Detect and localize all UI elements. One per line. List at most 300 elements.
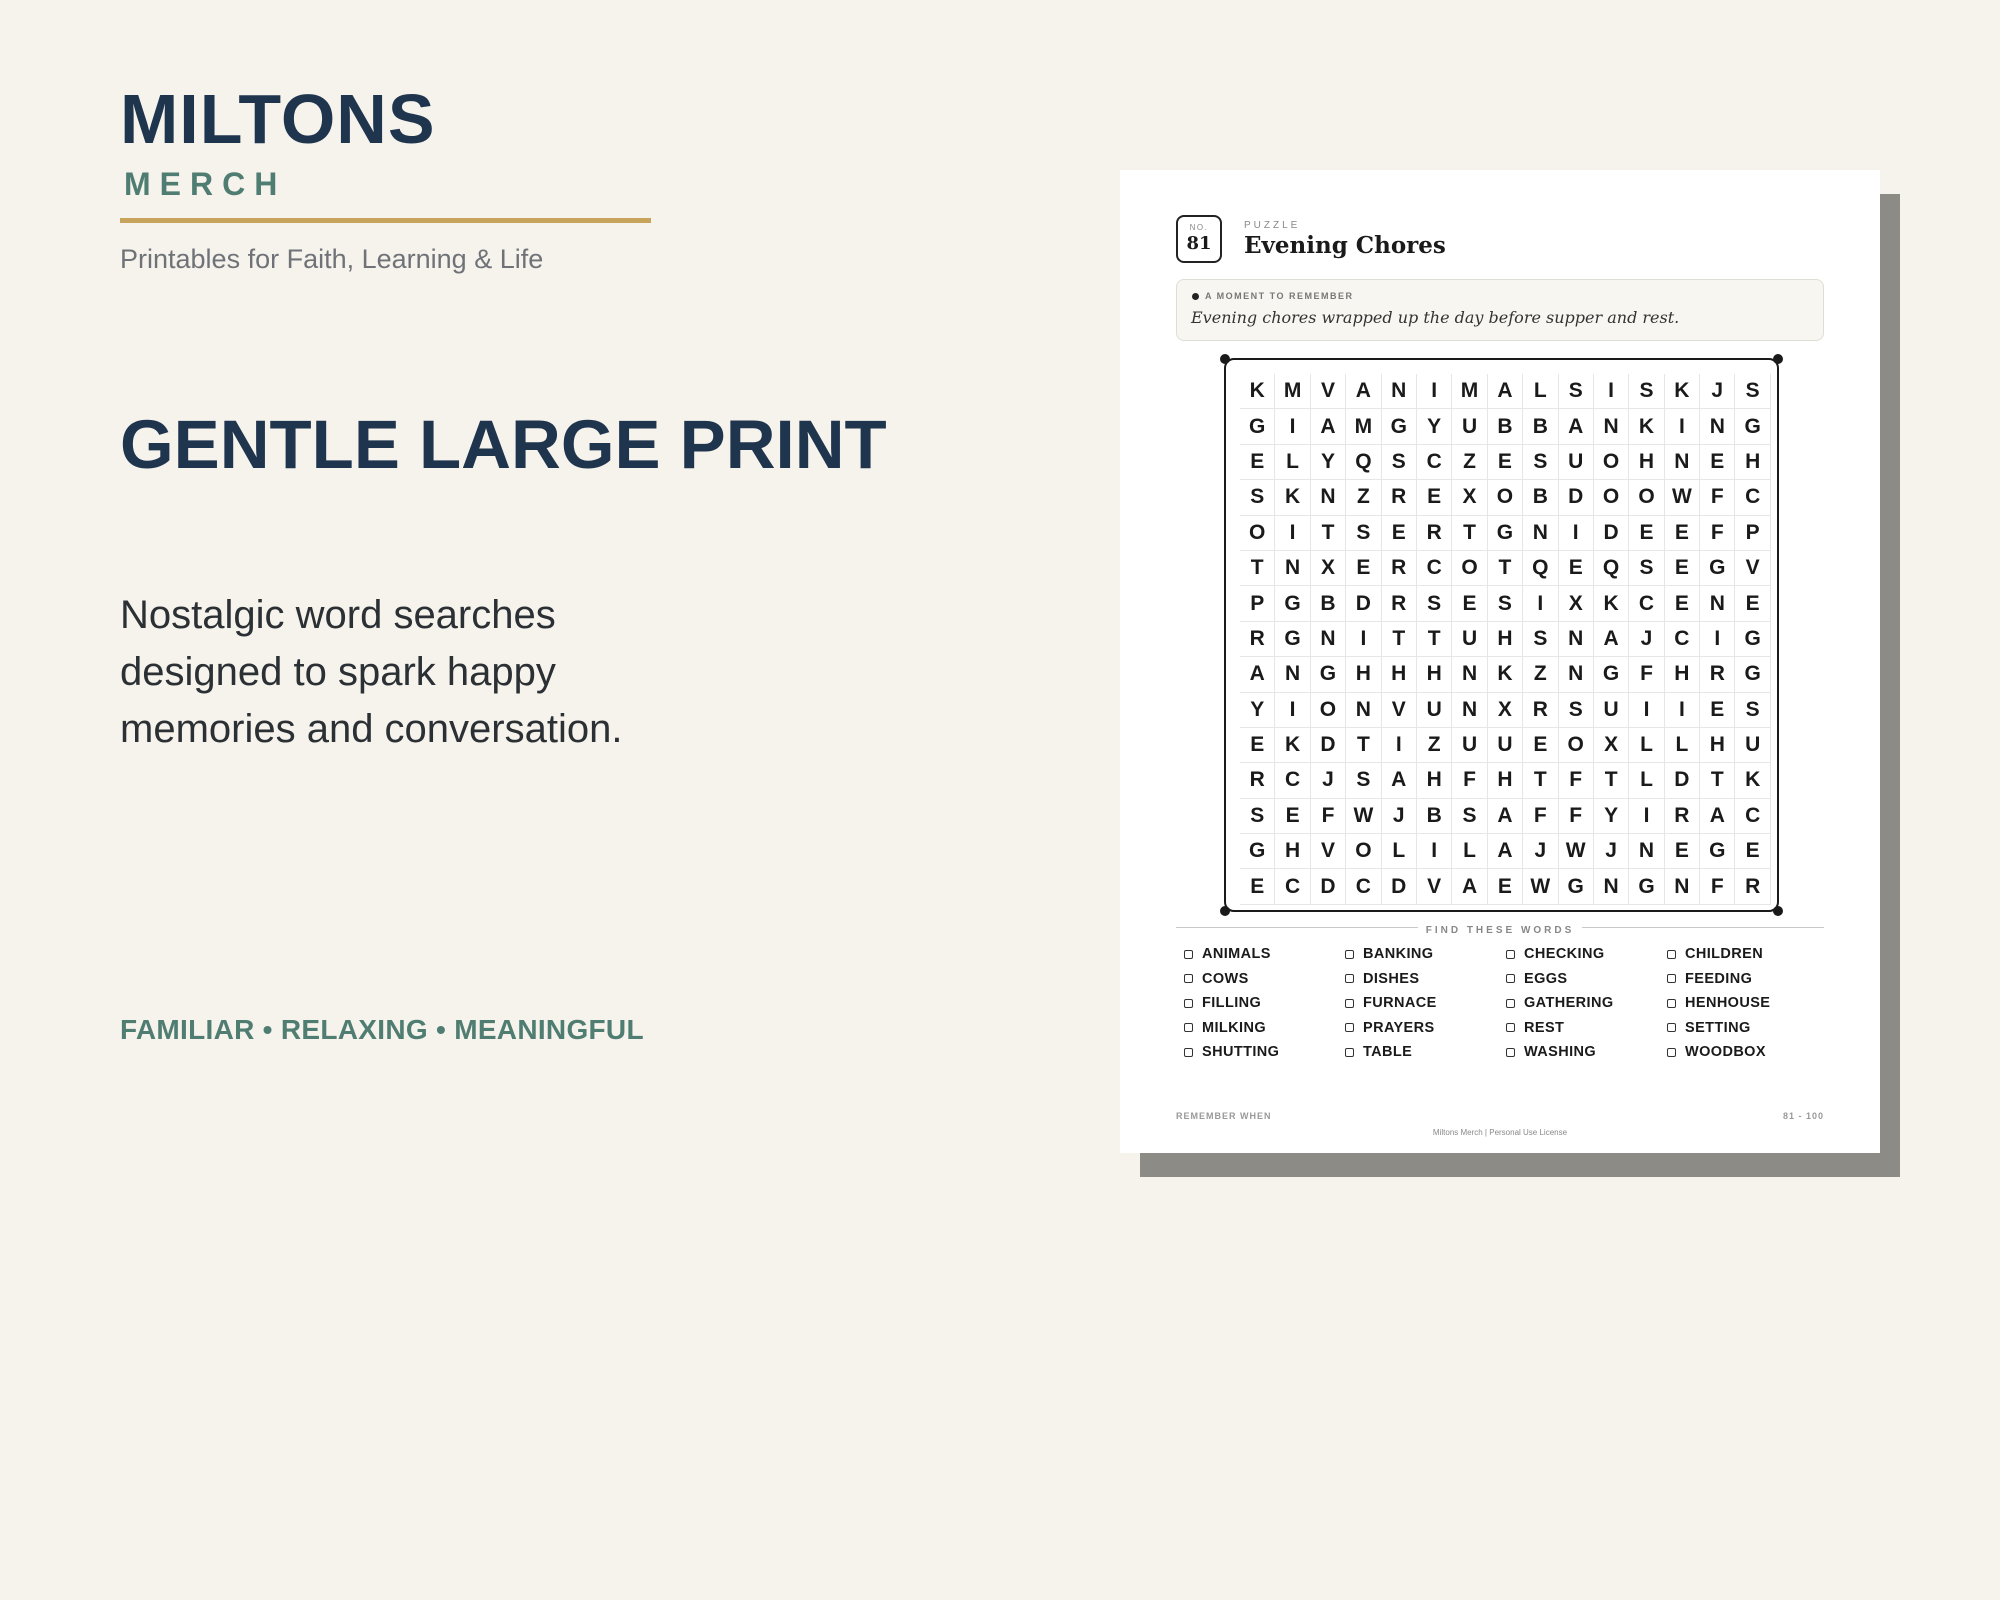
grid-cell[interactable]: A	[1311, 409, 1346, 444]
grid-cell[interactable]: E	[1665, 834, 1700, 869]
grid-cell[interactable]: X	[1311, 551, 1346, 586]
checkbox-icon[interactable]	[1345, 1023, 1354, 1032]
grid-cell[interactable]: T	[1700, 763, 1735, 798]
checkbox-icon[interactable]	[1667, 950, 1676, 959]
grid-cell[interactable]: I	[1275, 693, 1310, 728]
word-item[interactable]	[1506, 991, 1667, 1016]
grid-cell[interactable]: D	[1665, 763, 1700, 798]
corner-dot-icon	[1220, 906, 1230, 916]
word-item[interactable]	[1184, 991, 1345, 1016]
grid-cell[interactable]: O	[1346, 834, 1381, 869]
checkbox-icon[interactable]	[1667, 974, 1676, 983]
grid-cell[interactable]: A	[1346, 374, 1381, 409]
grid-cell[interactable]: H	[1629, 445, 1664, 480]
grid-cell[interactable]: S	[1629, 374, 1664, 409]
grid-cell[interactable]: O	[1594, 445, 1629, 480]
grid-cell[interactable]: E	[1488, 445, 1523, 480]
word-label: MILKING	[1202, 1019, 1267, 1036]
grid-cell[interactable]: P	[1240, 586, 1275, 621]
grid-cell[interactable]: I	[1665, 409, 1700, 444]
word-label: SETTING	[1685, 1019, 1751, 1036]
grid-cell[interactable]: H	[1488, 622, 1523, 657]
grid-cell[interactable]: K	[1594, 586, 1629, 621]
grid-cell[interactable]: G	[1594, 657, 1629, 692]
grid-cell[interactable]: C	[1665, 622, 1700, 657]
word-item[interactable]	[1667, 991, 1828, 1016]
footer-license: Miltons Merch | Personal Use License	[1432, 1128, 1568, 1137]
grid-cell[interactable]: H	[1488, 763, 1523, 798]
grid-cell[interactable]: N	[1311, 480, 1346, 515]
grid-cell[interactable]: F	[1452, 763, 1487, 798]
letter-grid-frame	[1224, 358, 1779, 912]
grid-cell[interactable]: R	[1240, 763, 1275, 798]
grid-cell[interactable]: L	[1452, 834, 1487, 869]
grid-cell[interactable]: Z	[1417, 728, 1452, 763]
grid-cell[interactable]: G	[1488, 516, 1523, 551]
grid-cell[interactable]: N	[1559, 622, 1594, 657]
grid-cell[interactable]: E	[1452, 586, 1487, 621]
grid-cell[interactable]: F	[1700, 516, 1735, 551]
grid-cell[interactable]: E	[1665, 516, 1700, 551]
grid-cell[interactable]: C	[1417, 445, 1452, 480]
grid-cell[interactable]: J	[1629, 622, 1664, 657]
grid-cell[interactable]: N	[1594, 869, 1629, 904]
grid-cell[interactable]: S	[1346, 516, 1381, 551]
word-item[interactable]	[1345, 967, 1506, 992]
grid-cell[interactable]: O	[1311, 693, 1346, 728]
grid-cell[interactable]: W	[1346, 799, 1381, 834]
grid-cell[interactable]: Y	[1311, 445, 1346, 480]
memory-note	[1176, 279, 1824, 341]
grid-cell[interactable]: R	[1700, 657, 1735, 692]
grid-cell[interactable]: E	[1240, 445, 1275, 480]
blurb: Nostalgic word searches designed to spark happy memories and conversation.	[120, 593, 623, 751]
grid-cell[interactable]: E	[1417, 480, 1452, 515]
grid-cell[interactable]: N	[1382, 374, 1417, 409]
grid-cell[interactable]: S	[1735, 374, 1770, 409]
checkbox-icon[interactable]	[1506, 999, 1515, 1008]
grid-cell[interactable]: L	[1629, 728, 1664, 763]
grid-cell[interactable]: S	[1559, 374, 1594, 409]
grid-cell[interactable]: D	[1311, 869, 1346, 904]
grid-cell[interactable]: I	[1346, 622, 1381, 657]
grid-cell[interactable]: A	[1488, 799, 1523, 834]
grid-cell[interactable]: G	[1700, 551, 1735, 586]
grid-cell[interactable]: N	[1559, 657, 1594, 692]
word-label: CHILDREN	[1685, 946, 1764, 963]
grid-cell[interactable]: T	[1523, 763, 1558, 798]
grid-cell[interactable]: C	[1275, 869, 1310, 904]
grid-cell[interactable]: H	[1417, 763, 1452, 798]
grid-cell[interactable]: A	[1382, 763, 1417, 798]
grid-cell[interactable]: Q	[1523, 551, 1558, 586]
grid-cell[interactable]: O	[1488, 480, 1523, 515]
grid-cell[interactable]: H	[1382, 657, 1417, 692]
grid-cell[interactable]: E	[1240, 869, 1275, 904]
grid-cell[interactable]: B	[1523, 480, 1558, 515]
grid-cell[interactable]: R	[1382, 551, 1417, 586]
grid-cell[interactable]: E	[1275, 799, 1310, 834]
grid-cell[interactable]: S	[1240, 799, 1275, 834]
grid-cell[interactable]: B	[1523, 409, 1558, 444]
grid-cell[interactable]: E	[1488, 869, 1523, 904]
grid-cell[interactable]: B	[1488, 409, 1523, 444]
word-item[interactable]	[1184, 1040, 1345, 1065]
word-item[interactable]	[1667, 1040, 1828, 1065]
word-item[interactable]	[1667, 967, 1828, 992]
grid-cell[interactable]: D	[1559, 480, 1594, 515]
grid-cell[interactable]: U	[1594, 693, 1629, 728]
checkbox-icon[interactable]	[1345, 974, 1354, 983]
grid-cell[interactable]: D	[1346, 586, 1381, 621]
grid-cell[interactable]: A	[1240, 657, 1275, 692]
grid-cell[interactable]: X	[1452, 480, 1487, 515]
grid-cell[interactable]: W	[1523, 869, 1558, 904]
grid-cell[interactable]: F	[1523, 799, 1558, 834]
grid-cell[interactable]: F	[1311, 799, 1346, 834]
brand-divider	[120, 218, 651, 223]
grid-cell[interactable]: I	[1382, 728, 1417, 763]
word-label: CHECKING	[1524, 946, 1605, 963]
grid-cell[interactable]: M	[1452, 374, 1487, 409]
grid-cell[interactable]: G	[1275, 586, 1310, 621]
grid-cell[interactable]: W	[1559, 834, 1594, 869]
grid-cell[interactable]: H	[1700, 728, 1735, 763]
grid-cell[interactable]: E	[1382, 516, 1417, 551]
grid-cell[interactable]: I	[1594, 374, 1629, 409]
grid-cell[interactable]: R	[1417, 516, 1452, 551]
grid-cell[interactable]: T	[1346, 728, 1381, 763]
grid-cell[interactable]: D	[1594, 516, 1629, 551]
grid-cell[interactable]: N	[1346, 693, 1381, 728]
grid-cell[interactable]: W	[1665, 480, 1700, 515]
grid-cell[interactable]: E	[1735, 834, 1770, 869]
grid-cell[interactable]: Q	[1594, 551, 1629, 586]
grid-cell[interactable]: S	[1346, 763, 1381, 798]
word-list	[1184, 942, 1828, 1065]
grid-cell[interactable]: U	[1452, 622, 1487, 657]
word-item[interactable]	[1184, 967, 1345, 992]
grid-cell[interactable]: G	[1735, 409, 1770, 444]
grid-cell[interactable]: K	[1275, 728, 1310, 763]
word-label: REST	[1524, 1019, 1565, 1036]
grid-cell[interactable]: A	[1700, 799, 1735, 834]
grid-cell[interactable]: U	[1559, 445, 1594, 480]
word-label: SHUTTING	[1202, 1044, 1280, 1061]
word-item[interactable]	[1345, 942, 1506, 967]
grid-cell[interactable]: F	[1629, 657, 1664, 692]
word-item[interactable]	[1667, 1016, 1828, 1041]
checkbox-icon[interactable]	[1667, 1048, 1676, 1057]
grid-cell[interactable]: L	[1382, 834, 1417, 869]
grid-cell[interactable]: N	[1629, 834, 1664, 869]
grid-cell[interactable]: U	[1735, 728, 1770, 763]
footer-range: 81 - 100	[1782, 1111, 1824, 1121]
checkbox-icon[interactable]	[1184, 999, 1193, 1008]
grid-cell[interactable]: X	[1559, 586, 1594, 621]
grid-cell[interactable]: T	[1240, 551, 1275, 586]
feature-list: FAMILIAR • RELAXING • MEANINGFUL	[120, 1014, 644, 1045]
grid-cell[interactable]: K	[1275, 480, 1310, 515]
puzzle-number-label: NO.	[1189, 223, 1209, 232]
grid-cell[interactable]: C	[1735, 799, 1770, 834]
grid-cell[interactable]: A	[1488, 834, 1523, 869]
grid-cell[interactable]: J	[1382, 799, 1417, 834]
grid-cell[interactable]: D	[1382, 869, 1417, 904]
grid-cell[interactable]: Q	[1346, 445, 1381, 480]
grid-cell[interactable]: U	[1452, 728, 1487, 763]
puzzle-title: Evening Chores	[1244, 232, 1446, 259]
grid-cell[interactable]: I	[1275, 516, 1310, 551]
grid-cell[interactable]: T	[1311, 516, 1346, 551]
grid-cell[interactable]: L	[1275, 445, 1310, 480]
grid-cell[interactable]: G	[1629, 869, 1664, 904]
grid-cell[interactable]: S	[1559, 693, 1594, 728]
grid-cell[interactable]: I	[1629, 799, 1664, 834]
grid-cell[interactable]: K	[1665, 374, 1700, 409]
grid-cell[interactable]: L	[1629, 763, 1664, 798]
grid-cell[interactable]: F	[1700, 869, 1735, 904]
grid-cell[interactable]: S	[1735, 693, 1770, 728]
grid-cell[interactable]: R	[1240, 622, 1275, 657]
grid-cell[interactable]: Z	[1452, 445, 1487, 480]
word-item[interactable]	[1506, 967, 1667, 992]
word-label: EGGS	[1524, 970, 1568, 987]
grid-cell[interactable]: I	[1523, 586, 1558, 621]
grid-cell[interactable]: E	[1629, 516, 1664, 551]
grid-cell[interactable]: N	[1275, 657, 1310, 692]
grid-cell[interactable]: S	[1523, 445, 1558, 480]
grid-cell[interactable]: U	[1417, 693, 1452, 728]
grid-cell[interactable]: E	[1735, 586, 1770, 621]
grid-cell[interactable]: A	[1452, 869, 1487, 904]
checkbox-icon[interactable]	[1184, 950, 1193, 959]
grid-cell[interactable]: K	[1735, 763, 1770, 798]
grid-cell[interactable]: L	[1523, 374, 1558, 409]
grid-cell[interactable]: C	[1417, 551, 1452, 586]
word-label: COWS	[1202, 970, 1249, 987]
grid-cell[interactable]: N	[1665, 445, 1700, 480]
grid-cell[interactable]: R	[1665, 799, 1700, 834]
grid-cell[interactable]: J	[1594, 834, 1629, 869]
checkbox-icon[interactable]	[1667, 1023, 1676, 1032]
grid-cell[interactable]: I	[1559, 516, 1594, 551]
grid-cell[interactable]: E	[1665, 586, 1700, 621]
grid-cell[interactable]: R	[1735, 869, 1770, 904]
grid-cell[interactable]: L	[1665, 728, 1700, 763]
word-label: PRAYERS	[1363, 1019, 1435, 1036]
grid-cell[interactable]: T	[1488, 551, 1523, 586]
grid-cell[interactable]: E	[1559, 551, 1594, 586]
grid-cell[interactable]: E	[1665, 551, 1700, 586]
grid-cell[interactable]: S	[1417, 586, 1452, 621]
grid-cell[interactable]: S	[1240, 480, 1275, 515]
grid-cell[interactable]: T	[1382, 622, 1417, 657]
checkbox-icon[interactable]	[1506, 974, 1515, 983]
grid-cell[interactable]: O	[1594, 480, 1629, 515]
corner-dot-icon	[1220, 354, 1230, 364]
grid-cell[interactable]: T	[1417, 622, 1452, 657]
grid-cell[interactable]: D	[1311, 728, 1346, 763]
grid-cell[interactable]: C	[1735, 480, 1770, 515]
word-item[interactable]	[1506, 942, 1667, 967]
grid-cell[interactable]: J	[1311, 763, 1346, 798]
grid-cell[interactable]: K	[1240, 374, 1275, 409]
memory-note-text: Evening chores wrapped up the day before supper and rest.	[1191, 308, 1680, 327]
grid-cell[interactable]: B	[1311, 586, 1346, 621]
grid-cell[interactable]: S	[1523, 622, 1558, 657]
checkbox-icon[interactable]	[1184, 1048, 1193, 1057]
corner-dot-icon	[1773, 354, 1783, 364]
grid-cell[interactable]: Y	[1594, 799, 1629, 834]
grid-cell[interactable]: N	[1523, 516, 1558, 551]
grid-cell[interactable]: N	[1594, 409, 1629, 444]
grid-cell[interactable]: A	[1594, 622, 1629, 657]
grid-cell[interactable]: Y	[1417, 409, 1452, 444]
grid-cell[interactable]: V	[1311, 834, 1346, 869]
grid-cell[interactable]: N	[1665, 869, 1700, 904]
grid-cell[interactable]: H	[1275, 834, 1310, 869]
grid-cell[interactable]: S	[1382, 445, 1417, 480]
grid-cell[interactable]: J	[1700, 374, 1735, 409]
checkbox-icon[interactable]	[1345, 999, 1354, 1008]
grid-cell[interactable]: F	[1559, 799, 1594, 834]
grid-cell[interactable]: C	[1346, 869, 1381, 904]
grid-cell[interactable]: Y	[1240, 693, 1275, 728]
grid-cell[interactable]: F	[1700, 480, 1735, 515]
grid-cell[interactable]: S	[1629, 551, 1664, 586]
grid-cell[interactable]: N	[1311, 622, 1346, 657]
grid-cell[interactable]: O	[1240, 516, 1275, 551]
grid-cell[interactable]: I	[1275, 409, 1310, 444]
checkbox-icon[interactable]	[1506, 1048, 1515, 1057]
grid-cell[interactable]: V	[1382, 693, 1417, 728]
grid-cell[interactable]: E	[1346, 551, 1381, 586]
grid-cell[interactable]: G	[1240, 409, 1275, 444]
brand-tagline: Printables for Faith, Learning & Life	[120, 244, 544, 274]
puzzle-number-box	[1176, 215, 1222, 263]
grid-cell[interactable]: E	[1240, 728, 1275, 763]
word-item[interactable]	[1184, 1016, 1345, 1041]
grid-cell[interactable]: U	[1452, 409, 1487, 444]
grid-cell[interactable]: R	[1382, 586, 1417, 621]
letter-grid	[1240, 374, 1771, 905]
checkbox-icon[interactable]	[1184, 1023, 1193, 1032]
grid-cell[interactable]: K	[1488, 657, 1523, 692]
grid-cell[interactable]: G	[1275, 622, 1310, 657]
word-item[interactable]	[1345, 1040, 1506, 1065]
grid-cell[interactable]: C	[1629, 586, 1664, 621]
word-item[interactable]	[1345, 991, 1506, 1016]
checkbox-icon[interactable]	[1345, 1048, 1354, 1057]
grid-cell[interactable]: G	[1382, 409, 1417, 444]
grid-cell[interactable]: N	[1700, 586, 1735, 621]
grid-cell[interactable]: G	[1559, 869, 1594, 904]
grid-cell[interactable]: N	[1700, 409, 1735, 444]
grid-cell[interactable]: K	[1629, 409, 1664, 444]
grid-cell[interactable]: V	[1311, 374, 1346, 409]
word-item[interactable]	[1506, 1016, 1667, 1041]
word-label: WASHING	[1524, 1044, 1597, 1061]
grid-cell[interactable]: V	[1417, 869, 1452, 904]
grid-cell[interactable]: C	[1275, 763, 1310, 798]
grid-cell[interactable]: E	[1700, 445, 1735, 480]
grid-cell[interactable]: R	[1382, 480, 1417, 515]
grid-cell[interactable]: E	[1700, 693, 1735, 728]
grid-cell[interactable]: A	[1559, 409, 1594, 444]
grid-cell[interactable]: O	[1629, 480, 1664, 515]
word-label: DISHES	[1363, 970, 1420, 987]
word-label: GATHERING	[1524, 995, 1614, 1012]
puzzle-sheet	[1120, 170, 1880, 1153]
grid-cell[interactable]: I	[1700, 622, 1735, 657]
grid-cell[interactable]: N	[1275, 551, 1310, 586]
grid-cell[interactable]: G	[1735, 622, 1770, 657]
grid-cell[interactable]: A	[1488, 374, 1523, 409]
checkbox-icon[interactable]	[1184, 974, 1193, 983]
word-label: HENHOUSE	[1685, 995, 1771, 1012]
grid-cell[interactable]: I	[1417, 834, 1452, 869]
grid-cell[interactable]: B	[1417, 799, 1452, 834]
checkbox-icon[interactable]	[1345, 950, 1354, 959]
word-item[interactable]	[1184, 942, 1345, 967]
grid-cell[interactable]: O	[1452, 551, 1487, 586]
grid-cell[interactable]: U	[1488, 728, 1523, 763]
grid-cell[interactable]: E	[1523, 728, 1558, 763]
grid-cell[interactable]: O	[1559, 728, 1594, 763]
puzzle-label: PUZZLE	[1244, 220, 1301, 231]
grid-cell[interactable]: H	[1665, 657, 1700, 692]
checkbox-icon[interactable]	[1506, 950, 1515, 959]
word-item[interactable]	[1345, 1016, 1506, 1041]
word-item[interactable]	[1667, 942, 1828, 967]
grid-cell[interactable]: Z	[1346, 480, 1381, 515]
grid-cell[interactable]: X	[1594, 728, 1629, 763]
word-label: TABLE	[1363, 1044, 1413, 1061]
grid-cell[interactable]: H	[1417, 657, 1452, 692]
grid-cell[interactable]: V	[1735, 551, 1770, 586]
grid-cell[interactable]: N	[1452, 693, 1487, 728]
grid-cell[interactable]: M	[1346, 409, 1381, 444]
grid-cell[interactable]: F	[1559, 763, 1594, 798]
headline: GENTLE LARGE PRINT	[120, 406, 887, 483]
grid-cell[interactable]: Z	[1523, 657, 1558, 692]
grid-cell[interactable]: T	[1452, 516, 1487, 551]
checkbox-icon[interactable]	[1506, 1023, 1515, 1032]
grid-cell[interactable]: S	[1452, 799, 1487, 834]
grid-cell[interactable]: N	[1452, 657, 1487, 692]
grid-cell[interactable]: T	[1594, 763, 1629, 798]
grid-cell[interactable]: H	[1735, 445, 1770, 480]
word-label: BANKING	[1363, 946, 1434, 963]
grid-cell[interactable]: P	[1735, 516, 1770, 551]
grid-cell[interactable]: I	[1665, 693, 1700, 728]
grid-cell[interactable]: M	[1275, 374, 1310, 409]
grid-cell[interactable]: X	[1488, 693, 1523, 728]
grid-cell[interactable]: G	[1311, 657, 1346, 692]
grid-cell[interactable]: G	[1240, 834, 1275, 869]
checkbox-icon[interactable]	[1667, 999, 1676, 1008]
grid-cell[interactable]: I	[1417, 374, 1452, 409]
grid-cell[interactable]: R	[1523, 693, 1558, 728]
grid-cell[interactable]: G	[1700, 834, 1735, 869]
grid-cell[interactable]: G	[1735, 657, 1770, 692]
word-item[interactable]	[1506, 1040, 1667, 1065]
grid-cell[interactable]: J	[1523, 834, 1558, 869]
grid-cell[interactable]: S	[1488, 586, 1523, 621]
grid-cell[interactable]: H	[1346, 657, 1381, 692]
grid-cell[interactable]: I	[1629, 693, 1664, 728]
